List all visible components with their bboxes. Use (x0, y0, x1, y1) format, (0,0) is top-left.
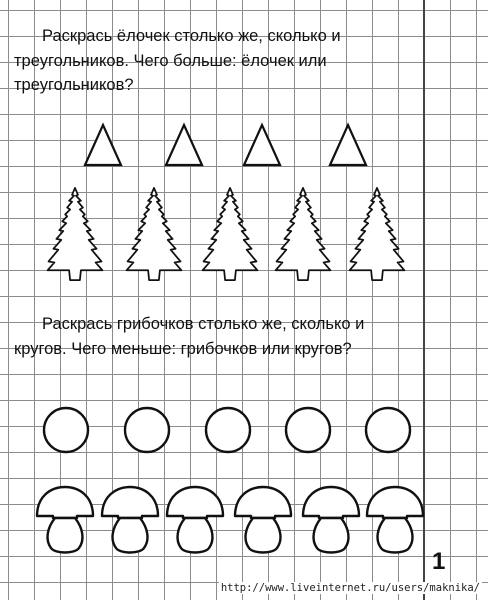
circle-5 (366, 408, 410, 452)
task-2-text (14, 312, 412, 361)
tree-row (48, 188, 405, 280)
mushroom-row (37, 487, 423, 553)
task-1-line-1: Раскрась ёлочек столько же, сколько и (42, 27, 341, 45)
circle-3 (206, 408, 250, 452)
mushroom-icon-2 (102, 487, 158, 553)
tree-icon-2 (127, 188, 182, 280)
page-number: 1 (432, 548, 446, 575)
mushroom-icon-1 (37, 487, 93, 553)
task-1-line-2: треугольников. Чего больше: ёлочек или (14, 51, 327, 70)
circle-4 (286, 408, 330, 452)
tree-icon-1 (48, 188, 103, 280)
triangle-row (85, 125, 366, 165)
triangle-4 (330, 125, 366, 165)
task-2-line-1: Раскрась грибочков столько же, сколько и (42, 315, 365, 333)
triangle-2 (166, 125, 202, 165)
mushroom-icon-4 (235, 487, 291, 553)
tree-icon-5 (350, 188, 405, 280)
tree-icon-4 (276, 188, 331, 280)
mushroom-icon-5 (303, 487, 359, 553)
mushroom-icon-3 (167, 487, 223, 553)
circle-row (44, 408, 410, 452)
source-url[interactable]: http://www.liveinternet.ru/users/maknika/ (220, 582, 480, 594)
mushroom-icon-6 (367, 487, 423, 553)
triangle-1 (85, 125, 121, 165)
task-2-line-2: кругов. Чего меньше: грибочков или кругов? (14, 339, 352, 358)
task-1-line-3: треугольников? (14, 76, 134, 94)
circle-2 (125, 408, 169, 452)
triangle-3 (244, 125, 280, 165)
tree-icon-3 (203, 188, 258, 280)
circle-1 (44, 408, 88, 452)
